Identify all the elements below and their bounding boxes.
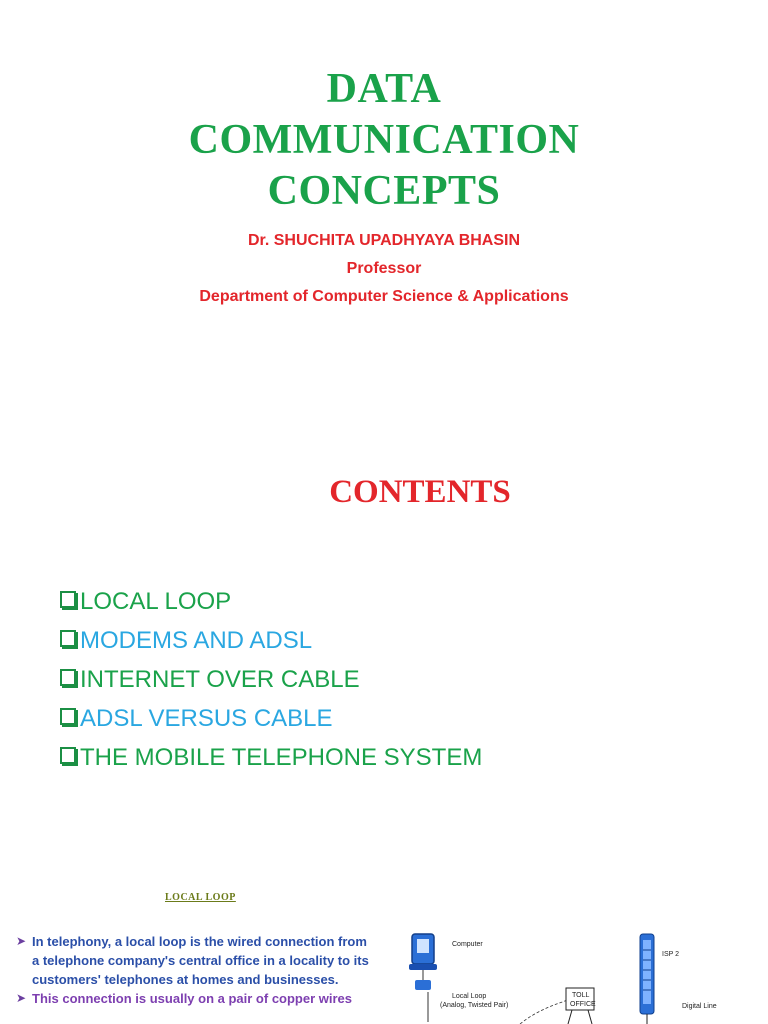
section-title: LOCAL LOOP <box>165 892 236 903</box>
toll-office-label-2: OFFICE <box>570 1001 596 1008</box>
contents-item-label: ADSL VERSUS CABLE <box>80 705 333 732</box>
author-name: Dr. SHUCHITA UPADHYAYA BHASIN <box>247 232 521 249</box>
author-department: Department of Computer Science & Applications <box>199 288 569 305</box>
local-loop-sublabel: (Analog, Twisted Pair) <box>440 1002 509 1009</box>
isp-server-icon <box>640 934 654 1014</box>
contents-item-label: LOCAL LOOP <box>80 588 232 615</box>
local-loop-diagram <box>400 920 768 1024</box>
contents-item-label: MODEMS AND ADSL <box>80 627 313 654</box>
contents-item <box>60 660 482 699</box>
checkbox-bullet-icon <box>60 747 76 764</box>
local-loop-slide <box>0 860 768 1024</box>
title-line-1: DATA <box>326 66 442 112</box>
bullet-item <box>16 989 376 1008</box>
arrow-bullet-icon: ➤ <box>16 991 27 1005</box>
checkbox-bullet-icon <box>60 708 76 725</box>
title-line-3: CONCEPTS <box>267 168 501 214</box>
toll-office-label-1: TOLL <box>572 992 590 999</box>
author-position: Professor <box>346 260 422 277</box>
checkbox-bullet-icon <box>60 669 76 686</box>
cover-slide <box>0 0 768 440</box>
checkbox-bullet-icon <box>60 630 76 647</box>
arrow-bullet-icon: ➤ <box>16 934 27 948</box>
contents-item <box>60 621 482 660</box>
checkbox-bullet-icon <box>60 591 76 608</box>
contents-item-label: THE MOBILE TELEPHONE SYSTEM <box>80 744 483 771</box>
contents-item <box>60 738 482 777</box>
local-loop-label: Local Loop <box>452 993 487 1000</box>
contents-list <box>60 582 482 777</box>
isp-label: ISP 2 <box>662 951 679 958</box>
contents-item <box>60 699 482 738</box>
contents-slide <box>0 440 768 860</box>
bullet-text: This connection is usually on a pair of copper wires <box>32 991 353 1006</box>
bullet-list <box>16 932 376 1008</box>
computer-label: Computer <box>452 941 483 948</box>
contents-item-label: INTERNET OVER CABLE <box>80 666 360 693</box>
contents-title: CONTENTS <box>329 474 511 510</box>
computer-icon <box>409 934 437 990</box>
contents-item <box>60 582 482 621</box>
bullet-item <box>16 932 376 989</box>
bullet-text: In telephony, a local loop is the wired connection from a telephone company's central office in a locality to its customers' telephones at homes and businesses. <box>32 934 369 987</box>
title-line-2: COMMUNICATION <box>188 117 580 163</box>
digital-line-label: Digital Line <box>682 1003 717 1010</box>
